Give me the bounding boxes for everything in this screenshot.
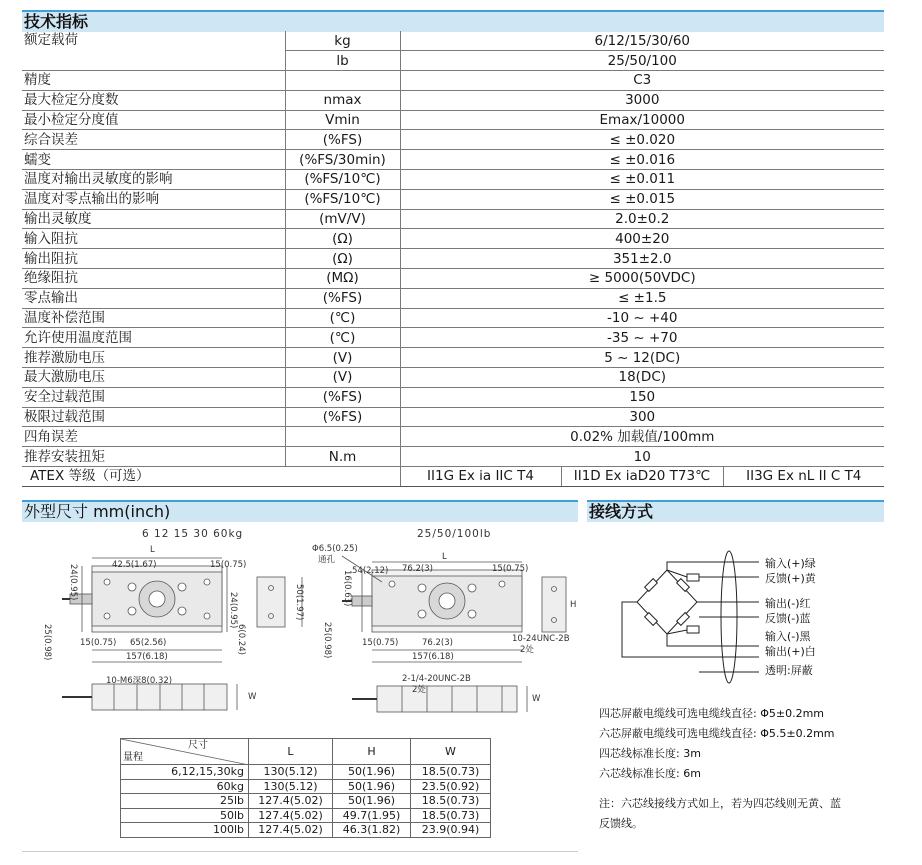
dim-cell-range: 50lb	[121, 808, 249, 823]
spec-value: 3000	[400, 90, 884, 110]
spec-value: 10	[400, 447, 884, 467]
wiring-note-1: 四芯屏蔽电缆线可选电缆线直径: Φ5±0.2mm	[599, 707, 824, 720]
atex-value: II1G Ex ia IIC T4	[400, 467, 561, 487]
spec-row	[22, 229, 884, 249]
spec-row	[22, 71, 884, 91]
dimension-table	[120, 738, 491, 838]
spec-row	[22, 189, 884, 209]
spec-unit: lb	[285, 51, 400, 71]
spec-value: Emax/10000	[400, 110, 884, 130]
right-dim-h: 15(0.75)	[362, 638, 399, 648]
left-dim-h: 15(0.75)	[80, 638, 117, 648]
column-header-l: L	[249, 739, 333, 765]
dim-cell-range: 6,12,15,30kg	[121, 765, 249, 780]
spec-value: C3	[400, 71, 884, 91]
spec-value: 150	[400, 387, 884, 407]
spec-name: ATEX 等级（可选）	[22, 467, 400, 487]
dim-cell-l: 130(5.12)	[249, 779, 333, 794]
atex-value: II3G Ex nL II C T4	[723, 467, 884, 487]
column-header-w: W	[411, 739, 491, 765]
left-dim-k: 10-M6深8(0.32)	[106, 676, 173, 686]
right-dim-g: 25(0.98)	[322, 622, 332, 659]
right-dim-n: 2处	[412, 685, 426, 695]
spec-unit: (%FS)	[285, 387, 400, 407]
spec-value: 351±2.0	[400, 249, 884, 269]
spec-name: 最大激励电压	[22, 368, 285, 388]
table-row	[121, 823, 491, 838]
spec-row	[22, 150, 884, 170]
spec-unit: (MΩ)	[285, 269, 400, 289]
spec-value: 400±20	[400, 229, 884, 249]
spec-row	[22, 249, 884, 269]
spec-row	[22, 368, 884, 388]
wiring-section-title: 接线方式	[587, 500, 884, 522]
spec-unit: (%FS/10℃)	[285, 189, 400, 209]
wire-label-output-plus: 输出(+)白	[765, 645, 816, 658]
spec-value: 6/12/15/30/60	[400, 31, 884, 51]
spec-row	[22, 31, 884, 51]
spec-row-atex	[22, 467, 884, 487]
wire-label-shield: 透明:屏蔽	[765, 664, 813, 677]
right-dim-m: 2-1/4-20UNC-2B	[402, 674, 471, 684]
wiring-footnote-1: 注：六芯线接线方式如上，若为四芯线则无黄、蓝	[599, 797, 841, 810]
spec-value: 25/50/100	[400, 51, 884, 71]
spec-name: 极限过载范围	[22, 407, 285, 427]
spec-unit: (%FS)	[285, 288, 400, 308]
wiring-area	[587, 522, 884, 852]
spec-name: 零点输出	[22, 288, 285, 308]
spec-unit	[285, 427, 400, 447]
spec-row	[22, 110, 884, 130]
spec-name: 温度补偿范围	[22, 308, 285, 328]
wiring-note-2: 六芯屏蔽电缆线可选电缆线直径: Φ5.5±0.2mm	[599, 727, 835, 740]
dim-cell-h: 50(1.96)	[333, 779, 411, 794]
left-dim-g: 25(0.98)	[42, 624, 52, 661]
dim-cell-w: 23.5(0.92)	[411, 779, 491, 794]
dim-cell-range: 100lb	[121, 823, 249, 838]
dim-cell-l: 127.4(5.02)	[249, 808, 333, 823]
spec-name: 综合误差	[22, 130, 285, 150]
dim-cell-w: 18.5(0.73)	[411, 794, 491, 809]
right-dim-i: 76.2(3)	[422, 638, 453, 648]
spec-value: -35 ~ +70	[400, 328, 884, 348]
atex-value: II1D Ex iaD20 T73℃	[561, 467, 723, 487]
left-dim-a: 42.5(1.67)	[112, 560, 157, 570]
spec-row	[22, 447, 884, 467]
spec-row	[22, 328, 884, 348]
dim-cell-h: 46.3(1.82)	[333, 823, 411, 838]
wire-label-feedback-minus: 反馈(-)蓝	[765, 612, 811, 625]
wiring-diagram	[587, 522, 884, 692]
dim-cell-l: 127.4(5.02)	[249, 794, 333, 809]
table-row	[121, 779, 491, 794]
spec-name: 输出灵敏度	[22, 209, 285, 229]
wire-label-feedback-plus: 反馈(+)黄	[765, 572, 816, 585]
spec-name: 安全过载范围	[22, 387, 285, 407]
spec-unit: (%FS/10℃)	[285, 170, 400, 190]
spec-unit: (%FS)	[285, 130, 400, 150]
spec-unit: N.m	[285, 447, 400, 467]
dim-cell-range: 25lb	[121, 794, 249, 809]
load-cell-drawing-lb	[22, 522, 578, 737]
spec-value: -10 ~ +40	[400, 308, 884, 328]
table-row	[121, 794, 491, 809]
spec-name: 推荐激励电压	[22, 348, 285, 368]
wiring-note-4: 六芯线标准长度: 6m	[599, 767, 701, 780]
dimensions-area	[22, 522, 578, 852]
right-dim-l-label: L	[442, 552, 447, 562]
spec-name: 四角误差	[22, 427, 285, 447]
spec-value: 5 ~ 12(DC)	[400, 348, 884, 368]
right-drawing-title: 25/50/100lb	[417, 528, 492, 540]
right-dim-w: W	[532, 694, 541, 704]
wiring-footnote-2: 反馈线。	[599, 817, 643, 830]
spec-unit: (V)	[285, 368, 400, 388]
spec-section-title: 技术指标	[22, 10, 884, 32]
wire-label-input-plus: 输入(+)绿	[765, 557, 816, 570]
left-dim-w: W	[248, 692, 257, 702]
spec-row	[22, 407, 884, 427]
left-dim-f: 6(0.24)	[236, 624, 246, 655]
dim-cell-range: 60kg	[121, 779, 249, 794]
left-dim-j: 157(6.18)	[126, 652, 168, 662]
column-header-h: H	[333, 739, 411, 765]
dim-cell-h: 50(1.96)	[333, 794, 411, 809]
spec-row	[22, 387, 884, 407]
spec-unit: (mV/V)	[285, 209, 400, 229]
corner-top-label: 尺寸	[188, 740, 208, 751]
right-dim-l: 2处	[520, 645, 534, 655]
dim-cell-w: 18.5(0.73)	[411, 808, 491, 823]
spec-name: 允许使用温度范围	[22, 328, 285, 348]
spec-table	[22, 31, 884, 487]
right-dim-d: 76.2(3)	[402, 564, 433, 574]
right-dim-k: 10-24UNC-2B	[512, 634, 570, 644]
spec-name: 最小检定分度值	[22, 110, 285, 130]
spec-value: ≤ ±0.020	[400, 130, 884, 150]
left-drawing-title: 6 12 15 30 60kg	[142, 528, 244, 540]
left-dim-i: 65(2.56)	[130, 638, 167, 648]
dimensions-section-title: 外型尺寸 mm(inch)	[22, 500, 578, 522]
spec-name: 绝缘阻抗	[22, 269, 285, 289]
spec-value: ≤ ±0.011	[400, 170, 884, 190]
left-dim-e: 50(1.97)	[294, 584, 304, 621]
dimension-table-corner	[121, 739, 249, 765]
wire-label-input-minus: 输入(-)黑	[765, 630, 811, 643]
right-dim-a: Φ6.5(0.25)	[312, 544, 358, 554]
spec-unit	[285, 71, 400, 91]
spec-unit: (V)	[285, 348, 400, 368]
spec-row	[22, 269, 884, 289]
spec-unit: (Ω)	[285, 229, 400, 249]
spec-name: 输出阻抗	[22, 249, 285, 269]
corner-bottom-label: 量程	[123, 752, 143, 763]
spec-unit: (℃)	[285, 328, 400, 348]
table-row	[121, 808, 491, 823]
spec-unit: Vmin	[285, 110, 400, 130]
spec-row	[22, 348, 884, 368]
spec-row	[22, 130, 884, 150]
spec-value: 2.0±0.2	[400, 209, 884, 229]
left-dim-b: 15(0.75)	[210, 560, 247, 570]
spec-unit: nmax	[285, 90, 400, 110]
left-dim-c: 24(0.95)	[68, 564, 78, 601]
left-dim-d: 24(0.95)	[228, 592, 238, 629]
spec-row	[22, 308, 884, 328]
spec-value: ≤ ±1.5	[400, 288, 884, 308]
spec-name: 输入阻抗	[22, 229, 285, 249]
spec-unit: (℃)	[285, 308, 400, 328]
wiring-note-3: 四芯线标准长度: 3m	[599, 747, 701, 760]
spec-row	[22, 170, 884, 190]
spec-name: 蠕变	[22, 150, 285, 170]
spec-name: 最大检定分度数	[22, 90, 285, 110]
right-dim-f: 16(0.63)	[342, 570, 352, 607]
spec-name: 额定载荷	[22, 31, 285, 71]
spec-value: ≥ 5000(50VDC)	[400, 269, 884, 289]
spec-value: 300	[400, 407, 884, 427]
spec-unit: kg	[285, 31, 400, 51]
dim-cell-l: 127.4(5.02)	[249, 823, 333, 838]
spec-value: 18(DC)	[400, 368, 884, 388]
spec-row	[22, 427, 884, 447]
spec-value: 0.02% 加载值/100mm	[400, 427, 884, 447]
spec-unit: (%FS/30min)	[285, 150, 400, 170]
spec-name: 精度	[22, 71, 285, 91]
right-dim-j: 157(6.18)	[412, 652, 454, 662]
spec-row	[22, 209, 884, 229]
spec-unit: (%FS)	[285, 407, 400, 427]
spec-name: 温度对输出灵敏度的影响	[22, 170, 285, 190]
spec-name: 温度对零点输出的影响	[22, 189, 285, 209]
spec-row	[22, 90, 884, 110]
wire-label-output-minus: 输出(-)红	[765, 597, 811, 610]
spec-value: ≤ ±0.016	[400, 150, 884, 170]
spec-row	[22, 288, 884, 308]
dim-cell-l: 130(5.12)	[249, 765, 333, 780]
dim-cell-w: 23.9(0.94)	[411, 823, 491, 838]
spec-unit: (Ω)	[285, 249, 400, 269]
dim-cell-h: 49.7(1.95)	[333, 808, 411, 823]
dim-cell-w: 18.5(0.73)	[411, 765, 491, 780]
table-row	[121, 765, 491, 780]
spec-name: 推荐安装扭矩	[22, 447, 285, 467]
left-dim-l: L	[150, 545, 155, 555]
spec-value: ≤ ±0.015	[400, 189, 884, 209]
right-dim-c: 54(2.12)	[352, 566, 389, 576]
dim-cell-h: 50(1.96)	[333, 765, 411, 780]
right-dim-b: 通孔	[318, 555, 336, 565]
right-dim-h-label: H	[570, 600, 577, 610]
right-dim-e: 15(0.75)	[492, 564, 529, 574]
